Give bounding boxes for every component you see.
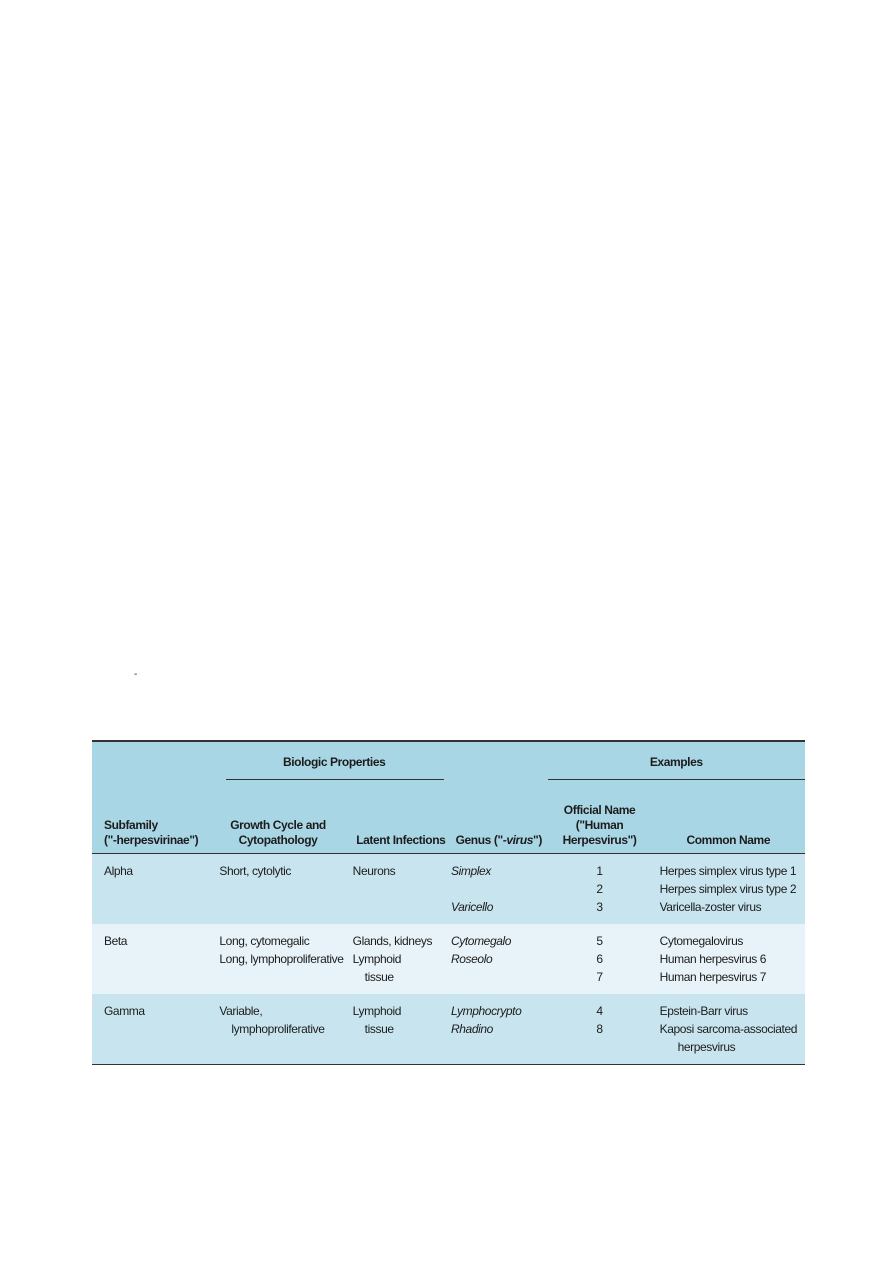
cell-common-name — [652, 924, 805, 994]
table-header — [92, 741, 805, 854]
column-header-subfamily — [92, 780, 204, 854]
column-header-growth-cycle — [204, 780, 351, 854]
common-name-text: herpesvirus — [677, 1040, 736, 1054]
column-header-common-label: Common Name — [686, 833, 771, 847]
genus-text: Lymphocrypto — [451, 1004, 522, 1018]
cell-official-number — [548, 994, 652, 1065]
column-header-genus-suffix: ") — [533, 833, 542, 847]
cell-subfamily — [92, 994, 204, 1065]
growth-text: lymphoproliferative — [231, 1022, 325, 1036]
cell-subfamily — [92, 924, 204, 994]
column-header-official-line2: ("Human — [575, 818, 624, 832]
group-header-examples-underline — [548, 779, 805, 780]
column-header-official-name — [548, 780, 652, 854]
common-name-text: Cytomegalovirus — [659, 934, 743, 948]
cell-growth — [204, 854, 351, 925]
stray-dash-mark: - — [134, 669, 138, 680]
table-body — [92, 854, 805, 1065]
column-header-official-line1: Official Name — [563, 803, 636, 817]
column-header-subfamily-line2: ("-herpesvirinae") — [104, 833, 199, 847]
cell-official-number — [548, 854, 652, 925]
column-header-growth-line1: Growth Cycle and — [230, 818, 326, 832]
cell-latent — [352, 854, 450, 925]
official-number: 3 — [596, 900, 603, 914]
common-name-text: Human herpesvirus 6 — [659, 952, 767, 966]
common-name-text: Varicella-zoster virus — [659, 900, 762, 914]
column-header-growth-line2: Cytopathology — [238, 833, 318, 847]
cell-subfamily — [92, 854, 204, 925]
cell-growth — [204, 994, 351, 1065]
subfamily-name: Alpha — [104, 864, 133, 878]
growth-text: Long, cytomegalic — [219, 934, 310, 948]
column-header-genus-italic: -virus — [502, 833, 534, 847]
group-header-examples-label: Examples — [649, 755, 703, 769]
cell-latent — [352, 924, 450, 994]
cell-common-name — [652, 994, 805, 1065]
cell-official-number — [548, 924, 652, 994]
cell-genus — [450, 854, 548, 925]
column-header-latent-infections — [352, 780, 450, 854]
classification-table — [92, 740, 805, 1065]
group-header-biologic-properties-label: Biologic Properties — [282, 755, 386, 769]
table-row-alpha — [92, 854, 805, 925]
genus-blank-line — [451, 880, 547, 898]
cell-genus — [450, 924, 548, 994]
column-header-row — [92, 780, 805, 854]
cell-common-name — [652, 854, 805, 925]
common-name-text: Herpes simplex virus type 2 — [659, 882, 797, 896]
official-number: 8 — [596, 1022, 603, 1036]
column-header-latent-label: Latent Infections — [356, 833, 446, 847]
column-header-common-name — [652, 780, 805, 854]
group-spacer — [92, 741, 204, 780]
latent-text: Lymphoid — [352, 952, 402, 966]
common-name-text: Kaposi sarcoma-associated — [659, 1022, 797, 1036]
cell-genus — [450, 994, 548, 1065]
official-number: 7 — [596, 970, 603, 984]
common-name-text: Herpes simplex virus type 1 — [659, 864, 797, 878]
official-number: 5 — [596, 934, 603, 948]
group-header-biologic-underline — [226, 779, 444, 780]
group-header-row — [92, 741, 805, 780]
group-spacer — [450, 741, 548, 780]
growth-text: Long, lymphoproliferative — [219, 952, 344, 966]
column-header-genus-prefix: Genus (" — [455, 833, 503, 847]
genus-text: Roseolo — [451, 952, 493, 966]
table-row-beta — [92, 924, 805, 994]
latent-text: Neurons — [352, 864, 396, 878]
column-header-genus — [450, 780, 548, 854]
latent-text: Lymphoid — [352, 1004, 402, 1018]
official-number: 6 — [596, 952, 603, 966]
genus-text: Varicello — [451, 900, 493, 914]
group-header-examples — [548, 741, 805, 780]
table-row-gamma — [92, 994, 805, 1065]
growth-text: Short, cytolytic — [219, 864, 292, 878]
subfamily-name: Beta — [104, 934, 128, 948]
cell-latent — [352, 994, 450, 1065]
common-name-text: Human herpesvirus 7 — [659, 970, 767, 984]
official-number: 4 — [596, 1004, 603, 1018]
cell-growth — [204, 924, 351, 994]
genus-text: Rhadino — [451, 1022, 493, 1036]
latent-text: Glands, kidneys — [352, 934, 433, 948]
genus-text: Cytomegalo — [451, 934, 512, 948]
group-header-biologic-properties — [204, 741, 450, 780]
official-number: 1 — [596, 864, 603, 878]
column-header-official-line3: Herpesvirus") — [562, 833, 637, 847]
subfamily-name: Gamma — [104, 1004, 145, 1018]
common-name-text: Epstein-Barr virus — [659, 1004, 748, 1018]
genus-text: Simplex — [451, 864, 491, 878]
column-header-subfamily-line1: Subfamily — [104, 818, 158, 832]
latent-text: tissue — [364, 1022, 394, 1036]
growth-text: Variable, — [219, 1004, 263, 1018]
herpesvirus-classification-table — [92, 740, 805, 1065]
latent-text: tissue — [364, 970, 394, 984]
official-number: 2 — [596, 882, 603, 896]
